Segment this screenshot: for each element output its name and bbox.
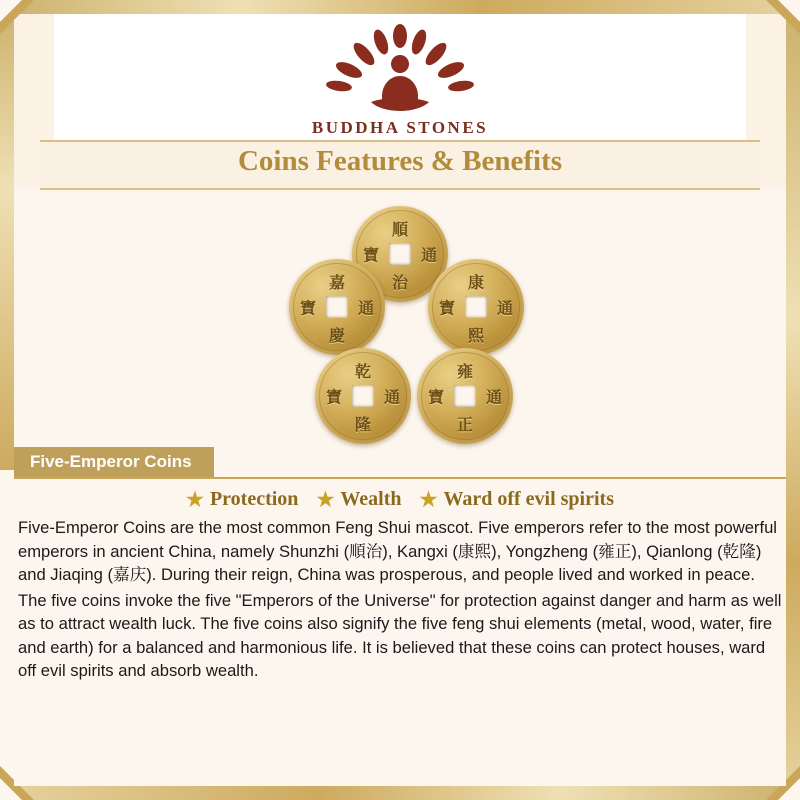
coin-char-bottom: 治 <box>391 273 409 292</box>
brand-name: BUDDHA STONES <box>311 118 489 137</box>
corner-ornament-top-right-inner <box>778 0 800 22</box>
coin-char-left: 寶 <box>326 387 343 407</box>
benefit-label: Ward off evil spirits <box>443 488 614 510</box>
coin-char-right: 通 <box>485 387 502 407</box>
coin-face <box>421 352 509 440</box>
frame-top-border <box>0 0 800 14</box>
star-icon: ★ <box>186 488 204 511</box>
coin-char-left: 寶 <box>363 245 380 265</box>
coin-face <box>319 352 407 440</box>
yongzheng-coin <box>417 348 513 444</box>
coins-illustration <box>14 196 786 446</box>
corner-ornament-top-left-inner <box>0 0 22 22</box>
coin-char-left: 寶 <box>439 298 456 318</box>
benefit-wealth <box>316 488 401 511</box>
coin-char-top: 嘉 <box>328 273 346 292</box>
coin-char-top: 順 <box>391 220 409 239</box>
benefits-row <box>0 488 800 511</box>
coin-square-hole <box>326 296 348 318</box>
coin-char-right: 通 <box>420 245 437 265</box>
coin-square-hole <box>352 385 374 407</box>
jiaqing-coin <box>289 259 385 355</box>
coin-char-top: 雍 <box>456 362 474 381</box>
product-label-tab <box>14 447 214 477</box>
paragraph-2: The five coins invoke the five "Emperors of the Universe" for protection against danger and harm as well as to attract wealth luck. The five coins also signify the five feng shui elements (metal, wood, water, fire and earth) for a balanced and harmonious life. It is believed that these coins can protect houses, ward off evil spirits and absorb wealth. <box>18 590 782 681</box>
brand-block <box>0 24 800 138</box>
star-icon: ★ <box>419 488 438 511</box>
benefit-label: Wealth <box>340 488 402 510</box>
benefit-label: Protection <box>209 488 299 510</box>
product-label-text: Five-Emperor Coins <box>30 452 192 471</box>
benefit-protection <box>186 488 298 511</box>
coin-char-bottom: 正 <box>456 415 474 434</box>
star-icon: ★ <box>316 488 335 511</box>
coin-char-left: 寶 <box>428 387 445 407</box>
coin-char-bottom: 慶 <box>328 326 346 345</box>
coin-square-hole <box>454 385 476 407</box>
description-text <box>18 516 782 683</box>
benefit-ward-off-evil-spirits <box>420 488 614 511</box>
lotus-meditation-figure-icon <box>305 24 495 116</box>
coin-char-top: 康 <box>467 273 485 292</box>
coin-char-bottom: 隆 <box>354 415 372 434</box>
coin-face <box>432 263 520 351</box>
qianlong-coin <box>315 348 411 444</box>
coin-face <box>293 263 381 351</box>
frame-bottom-border <box>0 786 800 800</box>
coin-square-hole <box>389 243 411 265</box>
coin-char-top: 乾 <box>354 362 372 381</box>
paragraph-1: Five-Emperor Coins are the most common Feng Shui mascot. Five emperors refer to the most powerful emperors in ancient China, namely Shunzhi (順治), Kangxi (康熙), Yongzheng (雍正), Qianlong (乾隆) and Jiaqing (嘉庆). During their reign, China was prosperous, and people lived and worked in peace. <box>18 518 777 585</box>
kangxi-coin <box>428 259 524 355</box>
coin-char-left: 寶 <box>300 298 317 318</box>
page-title: Coins Features & Benefits <box>237 145 563 177</box>
coin-square-hole <box>465 296 487 318</box>
coin-char-right: 通 <box>357 298 374 318</box>
coin-char-right: 通 <box>383 387 400 407</box>
coin-char-right: 通 <box>496 298 513 318</box>
coin-char-bottom: 熙 <box>467 326 485 345</box>
